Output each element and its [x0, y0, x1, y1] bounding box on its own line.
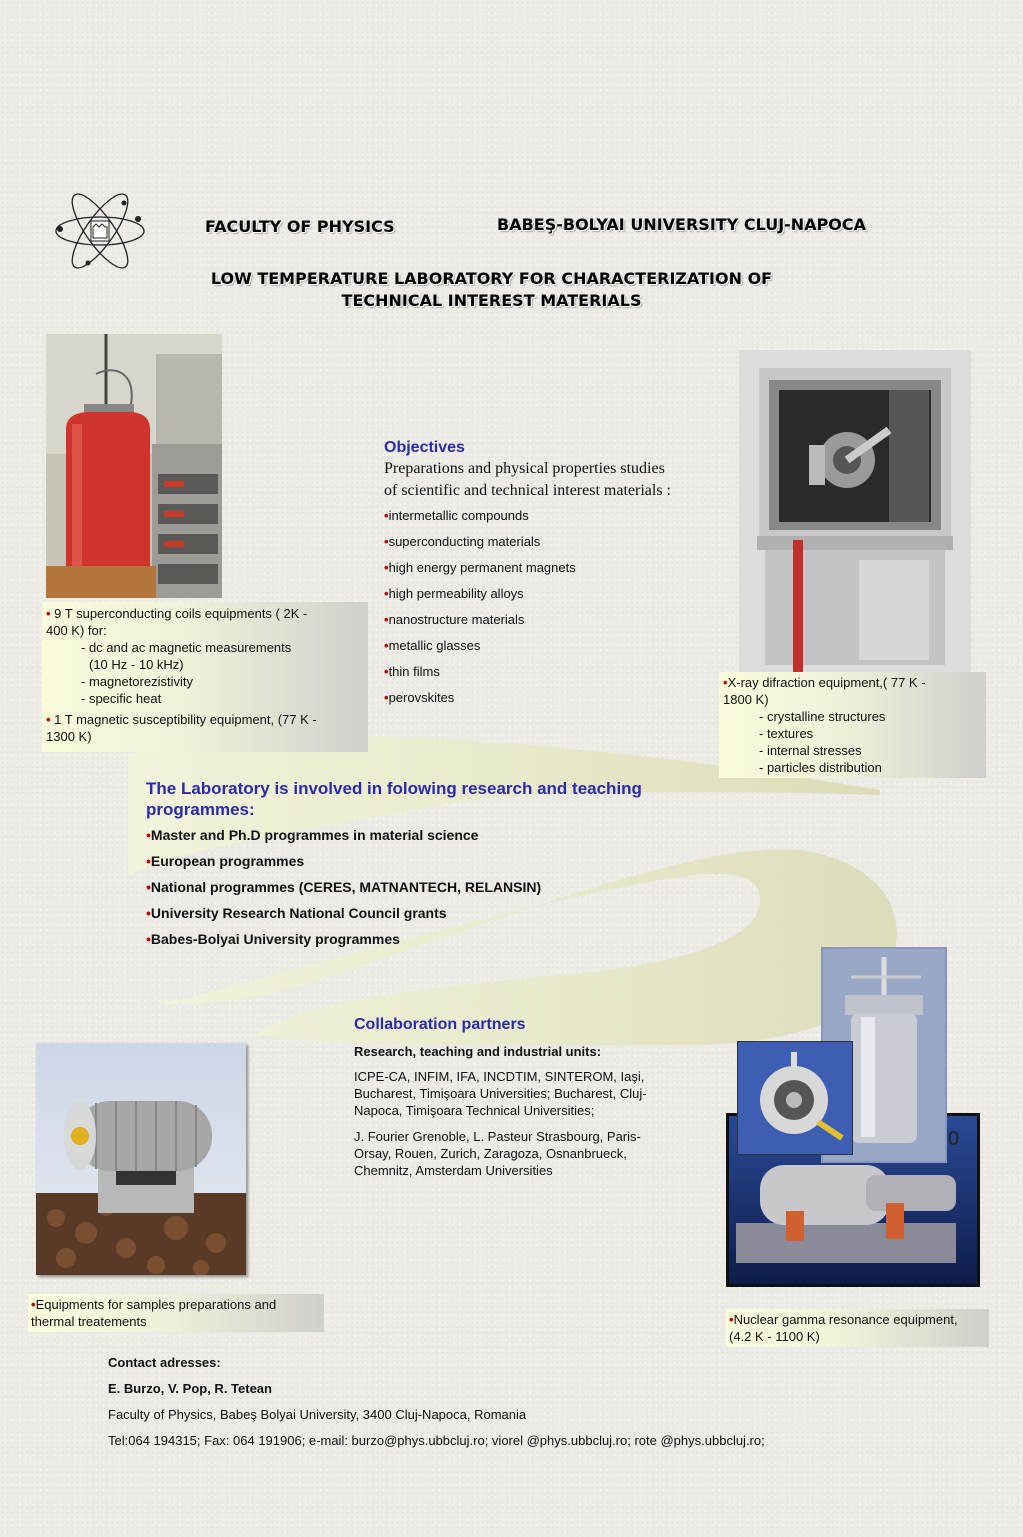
contact-names: E. Burzo, V. Pop, R. Tetean [108, 1381, 272, 1396]
bullet: • [384, 690, 389, 705]
objectives-list [384, 508, 724, 716]
objective-item [384, 534, 724, 560]
objectives-section [384, 438, 724, 716]
bullet: • [384, 638, 389, 653]
magnet-item2-line1: 1 T magnetic susceptibility equipment, (77 K - [50, 712, 317, 727]
xray-sublist [723, 708, 986, 776]
contact-heading: Contact adresses: [108, 1355, 221, 1370]
lab-title-line1: LOW TEMPERATURE LABORATORY FOR CHARACTERIZATION OF [210, 269, 773, 288]
contact-address: Faculty of Physics, Babeş Bolyai University, 3400 Cluj-Napoca, Romania [108, 1407, 527, 1422]
furnace-caption-line2: thermal treatements [31, 1314, 147, 1329]
xray-caption [719, 672, 986, 778]
atom-logo-icon [52, 193, 148, 269]
objective-item [384, 638, 724, 664]
xray-subitem: - particles distribution [759, 760, 882, 775]
bullet: • [384, 508, 389, 523]
programme-item-text: Babes-Bolyai University programmes [150, 931, 400, 947]
faculty-title: FACULTY OF PHYSICS [205, 217, 395, 236]
programme-item [146, 827, 706, 853]
objective-item [384, 664, 724, 690]
xray-line1: X-ray difraction equipment,( 77 K - [727, 675, 926, 690]
bullet: • [384, 664, 389, 679]
collab-para1-line2: Bucharest, Timişoara Universities; Bucharest, Cluj- [354, 1086, 647, 1101]
magnet-sub2: - magnetorezistivity [81, 674, 193, 689]
stray-digit: 0 [948, 1128, 960, 1150]
xray-subitem: - crystalline structures [759, 709, 886, 724]
programmes-heading-line2: programmes: [146, 800, 255, 819]
contact-phone-email: Tel:064 194315; Fax: 064 191906; e-mail: burzo@phys.ubbcluj.ro; viorel @phys.ubbcluj.ro; rote @phys.ubbcluj.ro; [108, 1433, 765, 1448]
objectives-intro-line2: of scientific and technical interest materials : [384, 482, 671, 499]
bullet: • [31, 1297, 36, 1312]
programme-item [146, 905, 706, 931]
lab-title-line2: TECHNICAL INTEREST MATERIALS [341, 291, 642, 310]
cryostat-photo [46, 334, 222, 598]
bullet: • [384, 612, 389, 627]
contact-section [108, 1355, 1008, 1459]
objective-item [384, 508, 724, 534]
programme-item [146, 879, 706, 905]
programme-item-text: University Research National Council grants [150, 905, 447, 921]
bullet: • [46, 606, 51, 621]
objective-item [384, 612, 724, 638]
programme-item-text: National programmes (CERES, MATNANTECH, RELANSIN) [150, 879, 542, 895]
furnace-caption [28, 1294, 324, 1332]
collaboration-heading: Collaboration partners [354, 1016, 526, 1033]
programmes-list [146, 827, 706, 957]
furnace-caption-line1: Equipments for samples preparations and [35, 1297, 277, 1312]
collab-para1-line3: Napoca, Timişoara Technical Universities; [354, 1103, 595, 1118]
objective-item-text: superconducting materials [388, 534, 541, 549]
magnet-sub1b: (10 Hz - 10 kHz) [89, 657, 184, 672]
bullet: • [384, 560, 389, 575]
collaboration-section [354, 1015, 704, 1179]
xray-subitem: - textures [759, 726, 814, 741]
bullet: • [146, 827, 151, 843]
objective-item-text: high energy permanent magnets [388, 560, 576, 575]
furnace-photo [36, 1043, 246, 1275]
objective-item-text: thin films [388, 664, 440, 679]
magnet-item1-line1: 9 T superconducting coils equipments ( 2K - [50, 606, 308, 621]
magnet-sub3: - specific heat [81, 691, 162, 706]
xray-line2: 1800 K) [723, 692, 769, 707]
programme-item-text: Master and Ph.D programmes in material science [150, 827, 479, 843]
vacuum-chamber-inset-photo [737, 1041, 853, 1155]
xray-diffractometer-photo [739, 350, 971, 672]
collaboration-subheading: Research, teaching and industrial units: [354, 1044, 602, 1059]
collab-para2-line1: J. Fourier Grenoble, L. Pasteur Strasbourg, Paris- [354, 1129, 641, 1144]
collab-para2-line2: Orsay, Rouen, Zurich, Zaragoza, Osnanbrueck, [354, 1146, 627, 1161]
bullet: • [146, 879, 151, 895]
objective-item [384, 690, 724, 716]
bullet: • [46, 712, 51, 727]
university-title: BABEŞ-BOLYAI UNIVERSITY CLUJ-NAPOCA [497, 215, 867, 234]
bullet: • [723, 675, 728, 690]
programmes-heading-line1: The Laboratory is involved in folowing research and teaching [146, 779, 642, 798]
programme-item [146, 853, 706, 879]
programmes-section [146, 778, 706, 957]
objectives-intro-line1: Preparations and physical properties studies [384, 460, 665, 477]
xray-subitem: - internal stresses [759, 743, 862, 758]
magnet-item2-line2: 1300 K) [46, 729, 92, 744]
objective-item-text: metallic glasses [388, 638, 481, 653]
gamma-caption [726, 1309, 989, 1347]
objective-item-text: perovskites [388, 690, 455, 705]
bullet: • [729, 1312, 734, 1327]
programme-item [146, 931, 706, 957]
magnet-equipment-caption [42, 602, 368, 752]
objective-item-text: nanostructure materials [388, 612, 525, 627]
gamma-caption-line1: Nuclear gamma resonance equipment, [733, 1312, 958, 1327]
bullet: • [384, 534, 389, 549]
magnet-sub1: - dc and ac magnetic measurements [81, 640, 292, 655]
magnet-item1-line2: 400 K) for: [46, 623, 107, 638]
bullet: • [146, 853, 151, 869]
collab-para1-line1: ICPE-CA, INFIM, IFA, INCDTIM, SINTEROM, Iaşi, [354, 1069, 645, 1084]
gamma-caption-line2: (4.2 K - 1100 K) [729, 1329, 820, 1344]
bullet: • [384, 586, 389, 601]
objectives-heading: Objectives [384, 439, 465, 456]
objective-item-text: intermetallic compounds [388, 508, 529, 523]
bullet: • [146, 931, 151, 947]
collab-para2-line3: Chemnitz, Amsterdam Universities [354, 1163, 553, 1178]
bullet: • [146, 905, 151, 921]
objective-item-text: high permeability alloys [388, 586, 524, 601]
objective-item [384, 586, 724, 612]
programme-item-text: European programmes [150, 853, 305, 869]
objective-item [384, 560, 724, 586]
